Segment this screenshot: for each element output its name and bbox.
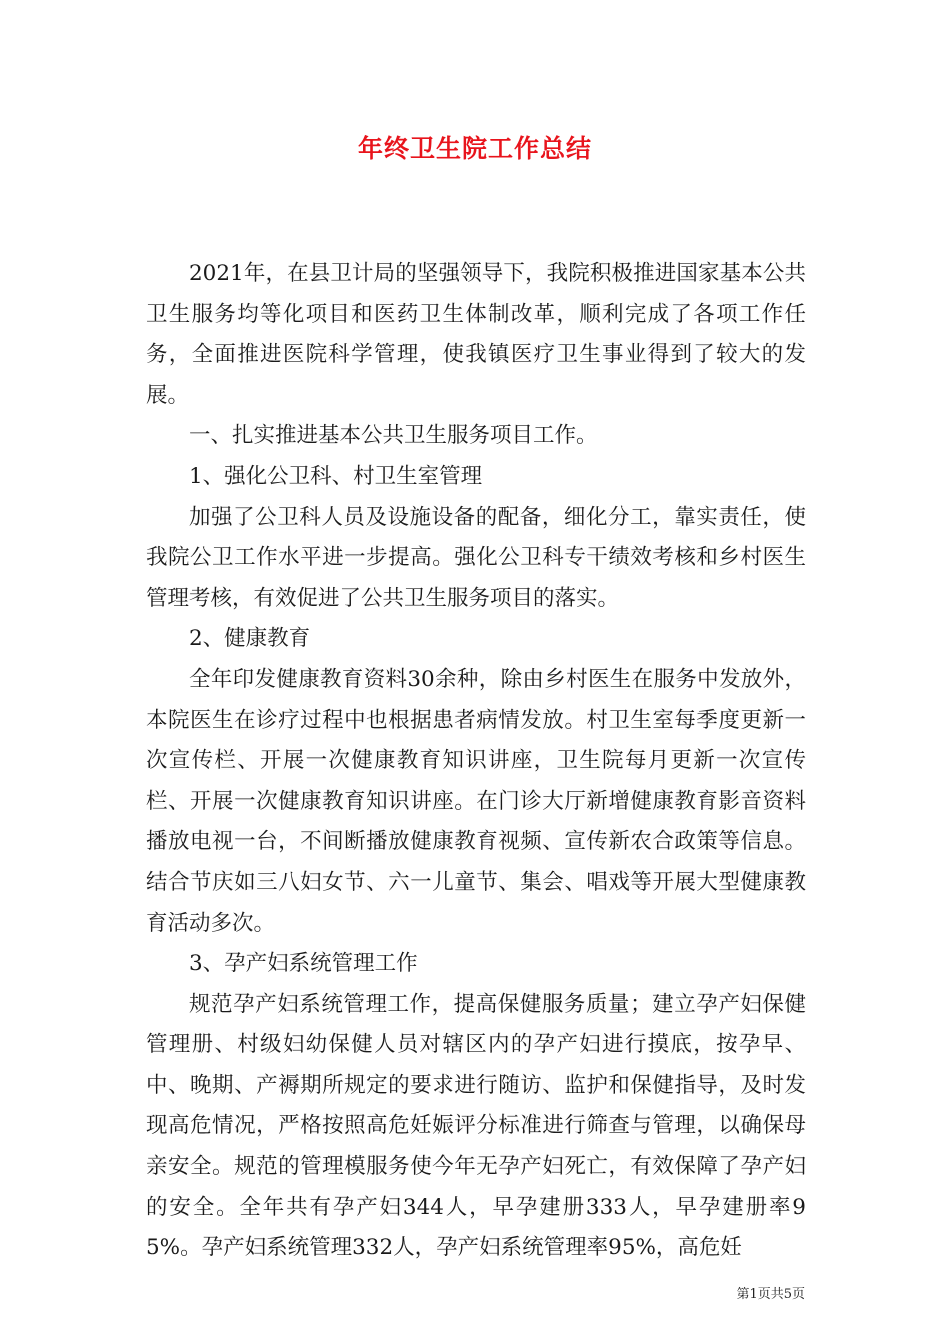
paragraph-intro: 2021年，在县卫计局的坚强领导下，我院积极推进国家基本公共卫生服务均等化项目和医药卫生体制改革，顺利完成了各项工作任务，全面推进医院科学管理，使我镇医疗卫生事业得到了较大的发展。 (146, 261, 806, 408)
section-heading-1: 一、扎实推进基本公共卫生服务项目工作。 (189, 423, 598, 449)
page-number: 第1页共5页 (736, 1287, 805, 1302)
document-title: 年终卫生院工作总结 (357, 134, 592, 163)
subsection-heading-2: 2、健康教育 (189, 626, 311, 652)
document-body (146, 254, 806, 1269)
subsection-heading-3: 3、孕产妇系统管理工作 (189, 951, 418, 977)
paragraph-maternal-management: 规范孕产妇系统管理工作，提高保健服务质量；建立孕产妇保健管理册、村级妇幼保健人员对辖区内的孕产妇进行摸底，按孕早、中、晚期、产褥期所规定的要求进行随访、监护和保健指导，及时发现高危情况，严格按照高危妊娠评分标准进行筛查与管理，以确保母亲安全。规范的管理模服务使今年无孕产妇死亡，有效保障了孕产妇的安全。全年共有孕产妇344人，早孕建册333人，早孕建册率95%。孕产妇系统管理332人，孕产妇系统管理率95%，高危妊 (146, 991, 806, 1261)
paragraph-public-health: 加强了公卫科人员及设施设备的配备，细化分工，靠实责任，使我院公卫工作水平进一步提高。强化公卫科专干绩效考核和乡村医生管理考核，有效促进了公共卫生服务项目的落实。 (146, 504, 806, 611)
subsection-heading-1: 1、强化公卫科、村卫生室管理 (189, 463, 483, 489)
paragraph-health-education: 全年印发健康教育资料30余种，除由乡村医生在服务中发放外，本院医生在诊疗过程中也根据患者病情发放。村卫生室每季度更新一次宣传栏、开展一次健康教育知识讲座，卫生院每月更新一次宣传栏、开展一次健康教育知识讲座。在门诊大厅新增健康教育影音资料播放电视一台，不间断播放健康教育视频、宣传新农合政策等信息。结合节庆如三八妇女节、六一儿童节、集会、唱戏等开展大型健康教育活动多次。 (146, 666, 806, 936)
